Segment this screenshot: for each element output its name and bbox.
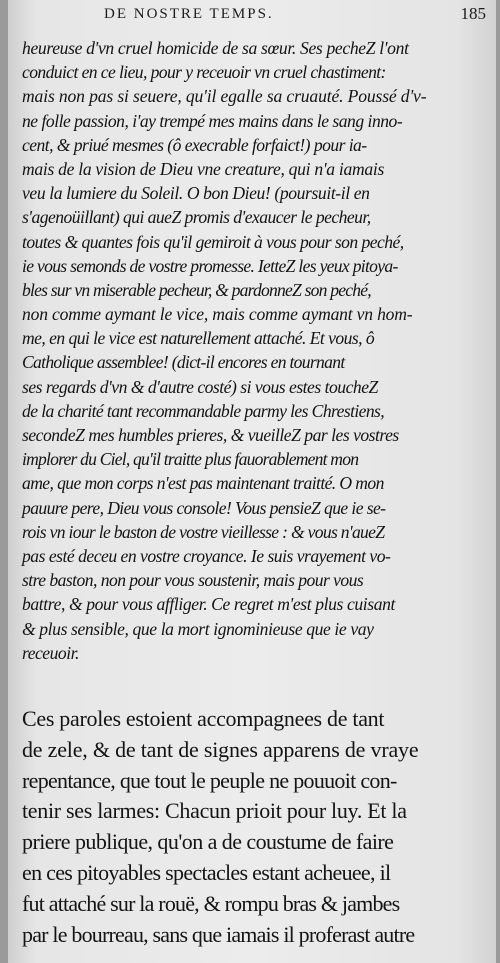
roman-passage (22, 704, 482, 950)
italic-passage (22, 36, 478, 665)
text-line: fut attaché sur la rouë, & rompu bras & jambes (22, 890, 400, 916)
text-line: pauure pere, Dieu vous console! Vous pensieZ que ie se- (22, 497, 386, 518)
text-line: s'agenoüillant) qui aueZ promis d'exaucer le pecheur, (22, 207, 371, 228)
page-number: 185 (460, 4, 486, 23)
text-line: toutes & quantes fois qu'il gemiroit à vous pour son peché, (22, 231, 404, 252)
text-line: priere publique, qu'on a de coustume de faire (22, 829, 394, 855)
text-line: veu la lumiere du Soleil. O bon Dieu! (poursuit-il en (22, 183, 370, 204)
text-line: Catholique assemblee! (dict-il encores en tournant (22, 352, 345, 373)
book-page (8, 0, 496, 963)
text-line: stre baston, non pour vous soustenir, mais pour vous (22, 570, 364, 591)
text-line: non comme aymant le vice, mais comme aymant vn hom- (22, 304, 413, 325)
text-line: & plus sensible, que la mort ignominieuse que ie vay (22, 618, 374, 639)
text-line: me, en qui le vice est naturellement attaché. Et vous, ô (22, 328, 375, 349)
text-line: ame, que mon corps n'est pas maintenant traitté. O mon (22, 473, 384, 494)
text-line: ne folle passion, i'ay trempé mes mains dans le sang inno- (22, 110, 403, 131)
running-title: DE NOSTRE TEMPS. (104, 6, 274, 22)
text-line: mais de la vision de Dieu vne creature, qui n'a iamais (22, 158, 385, 179)
text-line: de la charité tant recommandable parmy les Chrestiens, (22, 400, 385, 421)
text-line: receuoir. (22, 642, 79, 663)
text-line: de zele, & de tant de signes apparens de vraye (22, 736, 419, 762)
text-line: rois vn iour le baston de vostre vieillesse : & vous n'aueZ (22, 521, 385, 542)
text-line: par le bourreau, sans que iamais il proferast autre (22, 921, 415, 947)
text-line: ses regards d'vn & d'autre costé) si vous estes toucheZ (22, 376, 378, 397)
text-line: tenir ses larmes: Chacun prioit pour luy. Et la (22, 798, 407, 824)
text-line: battre, & pour vous affliger. Ce regret m'est plus cuisant (22, 594, 395, 615)
text-line: repentance, que tout le peuple ne pouuoit con- (22, 767, 397, 793)
text-line: pas esté deceu en vostre croyance. Ie suis vrayement vo- (22, 545, 391, 566)
text-line: cent, & priué mesmes (ô execrable forfaict!) pour ia- (22, 134, 367, 155)
text-line: mais non pas si seuere, qu'il egalle sa cruauté. Poussé d'v- (22, 86, 427, 107)
text-line: Ces paroles estoient accompagnees de tant (22, 706, 385, 731)
text-line: ie vous semonds de vostre promesse. IetteZ les yeux pitoya- (22, 255, 398, 276)
text-line: en ces pitoyables spectacles estant acheuee, il (22, 859, 391, 885)
text-line: conduict en ce lieu, pour y receuoir vn cruel chastiment: (22, 62, 386, 83)
text-line: secondeZ mes humbles prieres, & vueilleZ par les vostres (22, 425, 399, 445)
text-line: bles sur vn miserable pecheur, & pardonneZ son peché, (22, 279, 371, 300)
text-line: heureuse d'vn cruel homicide de sa sœur. Ses pecheZ l'ont (22, 38, 409, 58)
text-line: implorer du Ciel, qu'il traitte plus fauorablement mon (22, 449, 359, 470)
